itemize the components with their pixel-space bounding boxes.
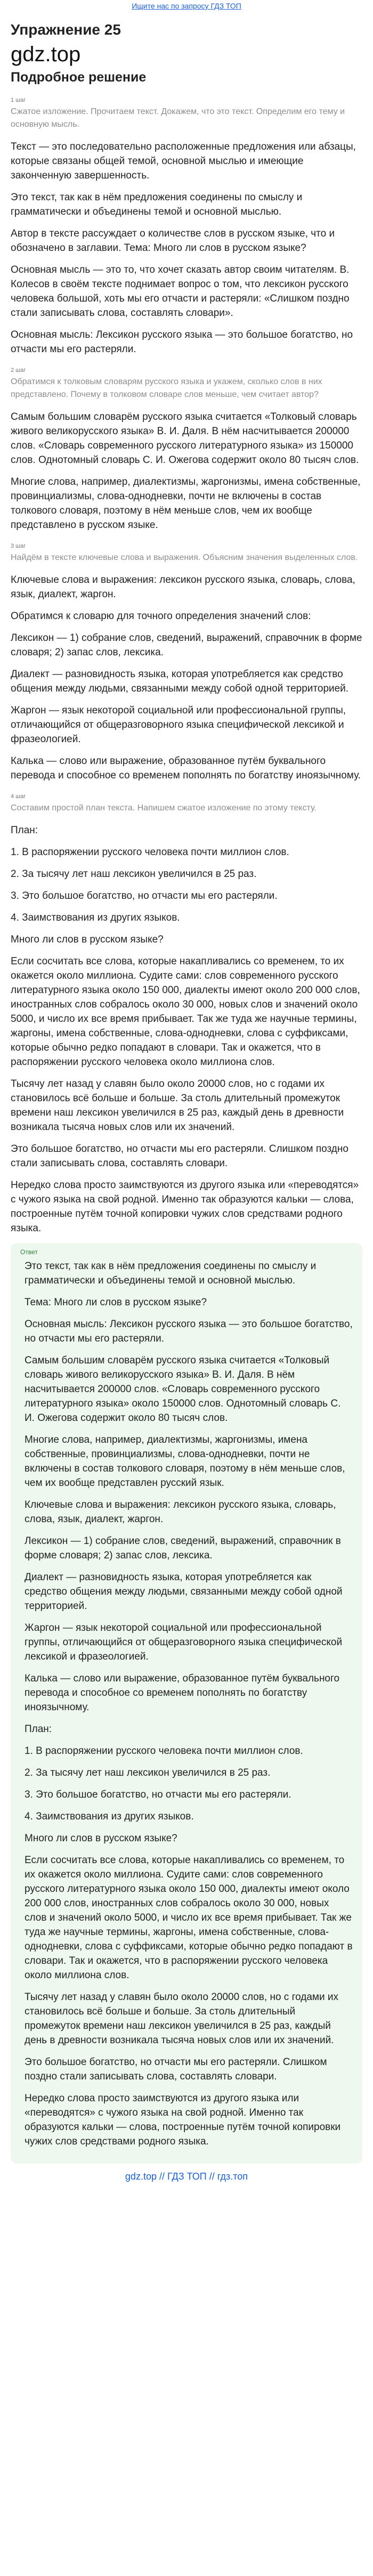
step-paragraph: Нередко слова просто заимствуются из другого языка или «переводятся» с чужого языка на свой родной. Именно так образуются кальки — слова, построенные путём точной копировки чужих слов средствами родного языка. xyxy=(11,1180,359,1234)
step-paragraph: Это текст, так как в нём предложения соединены по смыслу и грамматически и объединены темой и основной мыслью. xyxy=(11,192,303,217)
answer-paragraph: Тысячу лет назад у славян было около 20000 слов, но с годами их становилось всё больше и больше. За столь длительный промежуток времени наш лексикон увеличился в 25 раз, каждый день в древности возникала тысяча новых слов или их значений. xyxy=(25,1992,338,2046)
answer-paragraph: Это текст, так как в нём предложения соединены по смыслу и грамматически и объединены темой и основной мыслью. xyxy=(25,1261,317,1286)
step-paragraph: 3. Это большое богатство, но отчасти мы его растеряли. xyxy=(11,890,278,901)
answer-paragraph: Диалект — разновидность языка, которая употребляется как средство общения между людьми, связанными между собой одной территорией. xyxy=(25,1572,343,1612)
step-paragraph: 4. Заимствования из других языков. xyxy=(11,912,180,923)
answer-paragraph: План: xyxy=(25,1724,52,1735)
top-search-link[interactable]: Ищите нас по запросу ГДЗ ТОП xyxy=(132,2,241,10)
step-hint: Составим простой план текста. Напишем сжатое изложение по этому тексту. xyxy=(11,803,317,812)
answer-paragraph: Тема: Много ли слов в русском языке? xyxy=(25,1297,207,1308)
step-paragraph: 1. В распоряжении русского человека почти миллион слов. xyxy=(11,847,289,858)
answer-paragraph: Самым большим словарём русского языка считается «Толковый словарь живого великорусского языка» В. И. Даля. В нём насчитывается 200000 слов. «Словарь современного русского литературного языка» около 150000 слов. Однотомный словарь С. И. Ожегова содержит около 80 тысяч слов. xyxy=(25,1355,341,1424)
step-paragraph: Лексикон — 1) собрание слов, сведений, выражений, справочник в форме словаря; 2) запас слов, лексика. xyxy=(11,632,362,658)
step-paragraph: Если сосчитать все слова, которые накапливались со временем, то их окажется около миллиона. Судите сами: слов современного русского литературного языка около 150 000, диалекты имеют около 200 000 слов, иностранных слов собралось около 30 000, новых слов и значений около 5000, и число их все время прибывает. Так же туда же научные термины, жаргоны, имена собственные, слова-однодневки, слова с суффиксами, которые обычно редко попадают в словари. Так и окажется, что в распоряжении русского человека около миллиона слов. xyxy=(11,956,360,1068)
footer-link-2[interactable]: ГДЗ ТОП xyxy=(167,2171,207,2182)
step-tag: 2 шаг xyxy=(11,367,26,373)
step-paragraph: 2. За тысячу лет наш лексикон увеличился в 25 раз. xyxy=(11,868,257,880)
answer-paragraph: Многие слова, например, диалектизмы, жаргонизмы, имена собственные, провинциализмы, слова-однодневки, почти не включены в состав толкового словаря, поэтому в нём меньше слов, чем их вообще представлен русский язык. xyxy=(25,1434,345,1489)
answer-paragraph: Ключевые слова и выражения: лексикон русского языка, словарь, слова, язык, диалект, жаргон. xyxy=(25,1499,336,1525)
step-paragraph: Диалект — разновидность языка, которая употребляется как средство общения между людьми, связанными между собой одной территорией. xyxy=(11,669,349,694)
step-paragraph: Основная мысль: Лексикон русского языка — это большое богатство, но отчасти мы его растеряли. xyxy=(11,329,353,355)
footer xyxy=(11,2171,362,2182)
answer-paragraph: Если сосчитать все слова, которые накапливались со временем, то их окажется около миллиона. Судите сами: слов современного русского литературного языка около 150 000, диалекты имеют около 200 000 слов, иностранных слов собралось около 30 000, новых слов и значений около 5000, и число их все время прибывает. Так же туда же научные термины, жаргоны, имена собственные, слова-однодневки, слова с суффиксами, которые обычно редко попадают в словари. Так и окажется, что в распоряжении русского человека около миллиона слов. xyxy=(25,1855,353,1981)
main-content xyxy=(0,21,373,2182)
answer-paragraph: 2. За тысячу лет наш лексикон увеличился в 25 раз. xyxy=(25,1767,271,1778)
step-paragraph: Много ли слов в русском языке? xyxy=(11,934,164,945)
answer-paragraph: Много ли слов в русском языке? xyxy=(25,1833,177,1844)
step-paragraph: Основная мысль — это то, что хочет сказать автор своим читателям. В. Колесов в своём тексте поднимает вопрос о том, что лексикон русского человека большой, хоть мы его отчасти и растеряли: «Слишком поздно стали записывать слова, составлять словари». xyxy=(11,264,350,319)
step-paragraph: Это большое богатство, но отчасти мы его растеряли. Слишком поздно стали записывать слова, составлять словари. xyxy=(11,1143,348,1169)
footer-sep-2: // xyxy=(206,2171,217,2182)
steps-container xyxy=(11,94,362,1236)
step-hint: Обратимся к толковым словарям русского языка и укажем, сколько слов в них представлено. Почему в толковом словаре слов меньше, чем считает автор? xyxy=(11,377,322,399)
step-paragraph: Калька — слово или выражение, образованное путём буквального перевода и способное со временем пополнять по богатству иноязычному. xyxy=(11,755,361,781)
step-hint: Найдём в тексте ключевые слова и выражения. Объясним значения выделенных слов. xyxy=(11,553,358,562)
step-paragraph: План: xyxy=(11,825,38,836)
step-paragraph: Обратимся к словарю для точного определения значений слов: xyxy=(11,611,311,622)
answer-paragraph: 1. В распоряжении русского человека почти миллион слов. xyxy=(25,1745,303,1757)
solution-heading: Подробное решение xyxy=(11,70,147,85)
answer-paragraph: Жаргон — язык некоторой социальной или профессиональной группы, отличающийся от общеразговорного языка специфической лексикой и фразеологией. xyxy=(25,1622,343,1662)
step-paragraph: Самым большим словарём русского языка считается «Толковый словарь живого великорусского языка» В. И. Даля. В нём насчитывается 200000 слов. «Словарь современного русского литературного языка» из 150000 слов. Однотомный словарь С. И. Ожегова содержит около 80 тысяч слов. xyxy=(11,411,359,466)
footer-sep-1: // xyxy=(156,2171,167,2182)
step-paragraph: Многие слова, например, диалектизмы, жаргонизмы, имена собственные, провинциализмы, слова-однодневки, почти не включены в состав толкового словаря, поэтому в нём меньше слов, чем их вообще представлено в русском языке. xyxy=(11,476,361,531)
answer-paragraph: Нередко слова просто заимствуются из другого языка или «переводятся» с чужого языка на свой родной. Именно так образуются кальки — слова, построенные путём точной копировки чужих слов средствами родного языка. xyxy=(25,2093,341,2147)
step-hint: Сжатое изложение. Прочитаем текст. Докажем, что это текст. Определим его тему и основную мысль. xyxy=(11,107,345,129)
answer-paragraphs xyxy=(20,1259,353,2149)
watermark: gdz.top xyxy=(11,43,81,66)
step-paragraph: Тысячу лет назад у славян было около 20000 слов, но с годами их становилось всё больше и больше. За столь длительный промежуток времени наш лексикон увеличился в 25 раз, каждый день в древности возникала тысяча новых слов или их значений. xyxy=(11,1078,344,1133)
top-banner xyxy=(0,0,373,12)
footer-link-1[interactable]: gdz.top xyxy=(125,2171,157,2182)
answer-paragraph: 3. Это большое богатство, но отчасти мы его растеряли. xyxy=(25,1789,291,1800)
step-tag: 1 шаг xyxy=(11,97,26,103)
footer-link-3[interactable]: гдз.топ xyxy=(217,2171,248,2182)
page-title: Упражнение 25 xyxy=(11,21,121,38)
step-paragraph: Жаргон — язык некоторой социальной или профессиональной группы, отличающийся от общеразговорного языка специфической лексикой и фразеологией. xyxy=(11,705,346,745)
step-paragraph: Текст — это последовательно расположенные предложения или абзацы, которые связаны общей темой, основной мыслью и имеющие законченную завершенность. xyxy=(11,141,356,181)
step-paragraph: Ключевые слова и выражения: лексикон русского языка, словарь, слова, язык, диалект, жаргон. xyxy=(11,574,355,600)
answer-paragraph: 4. Заимствования из других языков. xyxy=(25,1811,194,1822)
answer-paragraph: Лексикон — 1) собрание слов, сведений, выражений, справочник в форме словаря; 2) запас слов, лексика. xyxy=(25,1535,341,1561)
step-tag: 3 шаг xyxy=(11,543,26,549)
answer-paragraph: Это большое богатство, но отчасти мы его растеряли. Слишком поздно стали записывать слова, составлять словари. xyxy=(25,2057,327,2082)
answer-paragraph: Калька — слово или выражение, образованное путём буквального перевода и способное со временем пополнять по богатству иноязычному. xyxy=(25,1673,340,1713)
answer-tag: Ответ xyxy=(20,1248,38,1256)
step-tag: 4 шаг xyxy=(11,793,26,800)
step-paragraph: Автор в тексте рассуждает о количестве слов в русском языке, что и обозначено в заглавии. Тема: Много ли слов в русском языке? xyxy=(11,228,335,254)
answer-box xyxy=(11,1243,362,2164)
answer-paragraph: Основная мысль: Лексикон русского языка — это большое богатство, но отчасти мы его растеряли. xyxy=(25,1319,353,1344)
